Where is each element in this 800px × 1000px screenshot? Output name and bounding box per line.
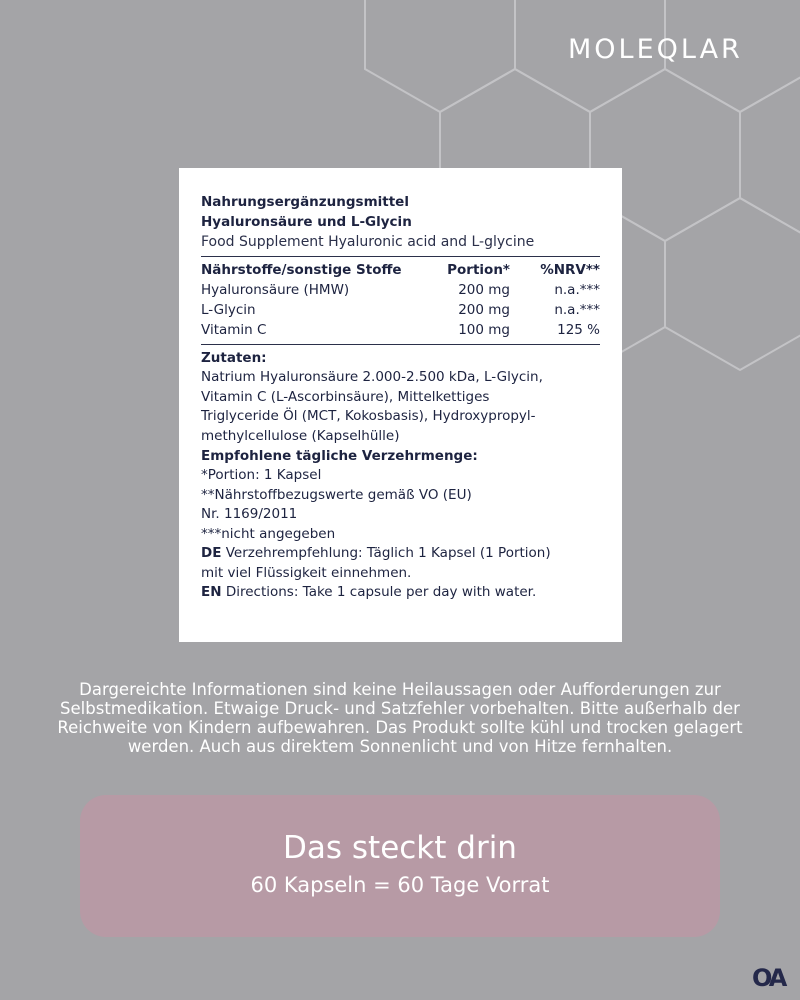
label-title: Nahrungsergänzungsmittel [201, 194, 409, 210]
disclaimer-line: Dargereichte Informationen sind keine Heilaussagen oder Aufforderungen zur [79, 680, 721, 699]
column-header: %NRV** [540, 262, 600, 278]
contents-subtitle: 60 Kapseln = 60 Tage Vorrat [250, 873, 550, 897]
recommendation-line: **Nährstoffbezugswerte gemäß VO (EU) [201, 486, 472, 503]
disclaimer-text [40, 680, 760, 756]
disclaimer-line: Reichweite von Kindern aufbewahren. Das Produkt sollte kühl und trocken gelagert [57, 718, 743, 737]
nutrient-portion: 200 mg [458, 302, 510, 318]
directions-en [201, 583, 600, 603]
nutrition-table [201, 260, 600, 340]
recommendation-line: ***nicht angegeben [201, 525, 336, 542]
directions-de [201, 544, 600, 564]
disclaimer-line: Selbstmedikation. Etwaige Druck- und Satzfehler vorbehalten. Bitte außerhalb der [60, 699, 740, 718]
table-header-row [201, 260, 600, 280]
nutrient-name: Vitamin C [201, 322, 267, 338]
contents-title: Das steckt drin [283, 830, 517, 866]
supplement-label [179, 168, 622, 642]
contents-box [80, 795, 720, 937]
recommendation-line: *Portion: 1 Kapsel [201, 467, 322, 483]
directions-en-text: Directions: Take 1 capsule per day with water. [221, 584, 537, 600]
nutrient-nrv: 125 % [557, 322, 600, 338]
label-subtitle: Food Supplement Hyaluronic acid and L-glycine [201, 234, 535, 250]
table-row [201, 320, 600, 340]
corner-logo: OA [752, 964, 785, 992]
recommendation-line: Nr. 1169/2011 [201, 506, 298, 522]
column-header: Nährstoffe/sonstige Stoffe [201, 262, 402, 278]
nutrient-portion: 200 mg [458, 282, 510, 298]
nutrient-name: L-Glycin [201, 302, 256, 318]
divider [201, 256, 600, 257]
nutrient-portion: 100 mg [458, 322, 510, 338]
column-header: Portion* [447, 262, 510, 278]
recommendation-heading: Empfohlene tägliche Verzehrmenge: [201, 448, 478, 464]
lang-code-de: DE [201, 545, 222, 561]
directions-de-cont: mit viel Flüssigkeit einnehmen. [201, 564, 412, 581]
ingredients-line: methylcellulose (Kapselhülle) [201, 427, 400, 444]
nutrient-nrv: n.a.*** [554, 282, 600, 298]
ingredients-heading: Zutaten: [201, 350, 267, 366]
table-row [201, 300, 600, 320]
label-product-name: Hyaluronsäure und L-Glycin [201, 214, 412, 230]
brand-logo: MOLEQLAR [568, 34, 743, 65]
ingredients-line: Triglyceride Öl (MCT, Kokosbasis), Hydroxypropyl- [201, 408, 536, 424]
table-row [201, 280, 600, 300]
ingredients-line: Natrium Hyaluronsäure 2.000-2.500 kDa, L-Glycin, [201, 369, 543, 385]
nutrient-name: Hyaluronsäure (HMW) [201, 282, 350, 298]
nutrient-nrv: n.a.*** [554, 302, 600, 318]
directions-de-text: Verzehrempfehlung: Täglich 1 Kapsel (1 Portion) [221, 545, 551, 561]
ingredients-line: Vitamin C (L-Ascorbinsäure), Mittelkettiges [201, 388, 490, 405]
divider [201, 344, 600, 345]
lang-code-en: EN [201, 584, 222, 600]
disclaimer-line: werden. Auch aus direktem Sonnenlicht und von Hitze fernhalten. [127, 737, 673, 756]
